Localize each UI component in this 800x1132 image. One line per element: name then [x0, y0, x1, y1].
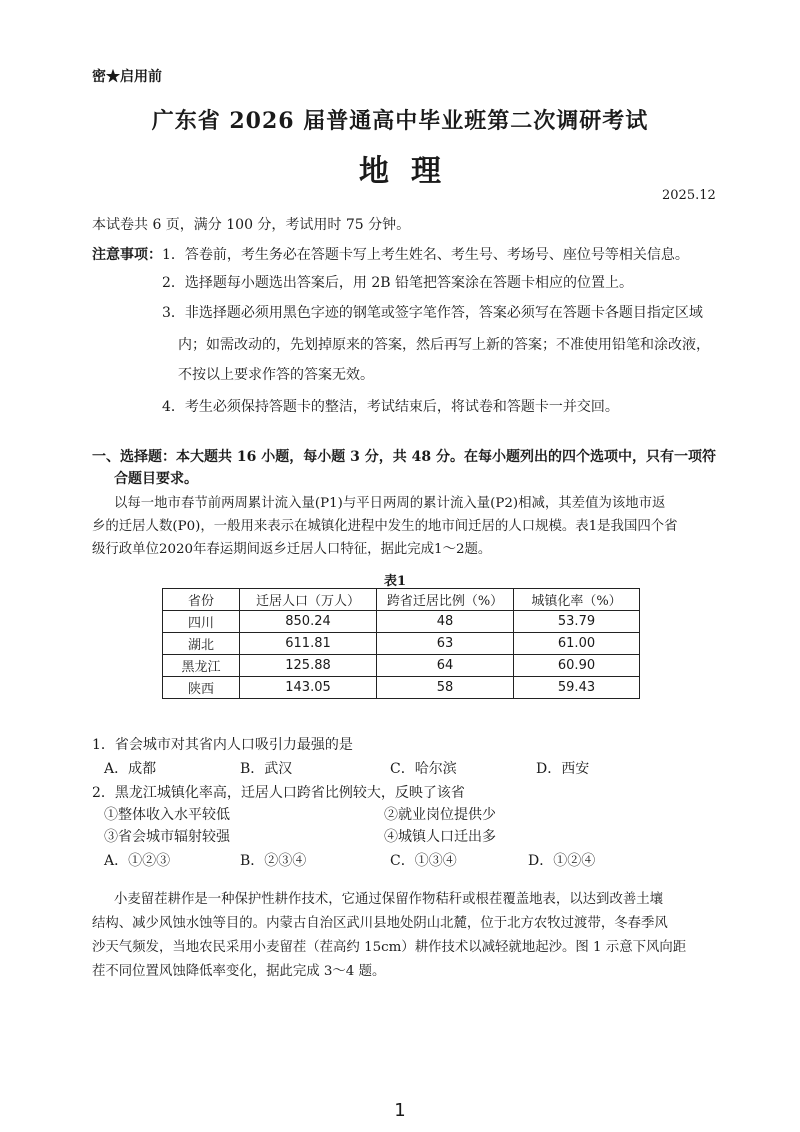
question-2-stem: 2．黑龙江城镇化率高，迁居人口跨省比例较大，反映了该省	[92, 785, 465, 801]
notes-label: 注意事项：	[92, 247, 162, 263]
passage-2-line-1: 小麦留茬耕作是一种保护性耕作技术，它通过保留作物秸秆或根茬覆盖地表，以达到改善土壤	[114, 892, 664, 907]
passage-1-line-1: 以每一地市春节前两周累计流入量(P1)与平日两周的累计流入量(P2)相减，其差值为该地市返	[114, 496, 666, 511]
question-1-option-a: A．成都	[104, 761, 157, 777]
exam-title: 广东省 2026 届普通高中毕业班第二次调研考试	[151, 108, 649, 134]
header-province: 省份	[163, 589, 240, 611]
cell-migrants: 850.24	[240, 611, 377, 633]
page-number: 1	[394, 1100, 406, 1121]
cell-migrants: 143.05	[240, 677, 377, 699]
cell-cross-province: 58	[377, 677, 514, 699]
question-2-option-b: B．②③④	[240, 853, 307, 869]
question-1-option-d: D．西安	[536, 761, 590, 777]
table-row	[163, 611, 640, 633]
header-urbanization: 城镇化率（%）	[514, 589, 640, 611]
table-row	[163, 655, 640, 677]
cell-urbanization: 53.79	[514, 611, 640, 633]
question-1-stem: 1．省会城市对其省内人口吸引力最强的是	[92, 737, 353, 753]
passage-2-line-4: 茬不同位置风蚀降低率变化，据此完成 3～4 题。	[92, 964, 386, 979]
cell-urbanization: 59.43	[514, 677, 640, 699]
note-2: 2．选择题每小题选出答案后，用 2B 铅笔把答案涂在答题卡相应的位置上。	[162, 275, 634, 291]
question-2-option-c: C．①③④	[390, 853, 457, 869]
exam-intro: 本试卷共 6 页，满分 100 分，考试用时 75 分钟。	[92, 217, 411, 233]
subject-title: 地理	[359, 154, 463, 189]
cell-province: 四川	[163, 611, 240, 633]
note-3-line-3: 不按以上要求作答的答案无效。	[178, 367, 374, 383]
cell-province: 陕西	[163, 677, 240, 699]
secret-label: 密★启用前	[92, 69, 162, 85]
note-3-line-2: 内；如需改动的，先划掉原来的答案，然后再写上新的答案；不准使用铅笔和涂改液，	[178, 337, 710, 353]
section-1-heading: 一、选择题：本大题共 16 小题，每小题 3 分，共 48 分。在每小题列出的四个选项中，只有一项符	[92, 449, 716, 465]
table-row	[163, 677, 640, 699]
cell-urbanization: 60.90	[514, 655, 640, 677]
passage-2-line-2: 结构、减少风蚀水蚀等目的。内蒙古自治区武川县地处阴山北麓，位于北方农牧过渡带，冬春季风	[92, 916, 668, 931]
table-1	[162, 588, 640, 699]
note-1: 1．答卷前，考生务必在答题卡写上考生姓名、考生号、考场号、座位号等相关信息。	[162, 247, 689, 263]
question-1-option-b: B．武汉	[240, 761, 293, 777]
note-3-line-1: 3．非选择题必须用黑色字迹的钢笔或签字笔作答，答案必须写在答题卡各题目指定区域	[162, 305, 703, 321]
cell-migrants: 611.81	[240, 633, 377, 655]
cell-province: 黑龙江	[163, 655, 240, 677]
cell-province: 湖北	[163, 633, 240, 655]
header-migrants: 迁居人口（万人）	[240, 589, 377, 611]
table-1-caption: 表1	[384, 574, 407, 589]
question-2-statement-3: ③省会城市辐射较强	[104, 829, 230, 845]
cell-cross-province: 64	[377, 655, 514, 677]
question-2-option-a: A．①②③	[104, 853, 171, 869]
note-4: 4．考生必须保持答题卡的整洁，考试结束后，将试卷和答题卡一并交回。	[162, 399, 619, 415]
question-2-option-d: D．①②④	[528, 853, 596, 869]
table-header-row	[163, 589, 640, 611]
cell-urbanization: 61.00	[514, 633, 640, 655]
question-2-statement-2: ②就业岗位提供少	[384, 807, 496, 823]
header-cross-province: 跨省迁居比例（%）	[377, 589, 514, 611]
passage-2-line-3: 沙天气频发，当地农民采用小麦留茬（茬高约 15cm）耕作技术以减轻就地起沙。图 1 示意下风向距	[92, 940, 687, 955]
section-1-heading-cont: 合题目要求。	[114, 471, 198, 487]
passage-1-line-3: 级行政单位2020年春运期间返乡迁居人口特征，据此完成1～2题。	[92, 542, 492, 557]
cell-migrants: 125.88	[240, 655, 377, 677]
cell-cross-province: 63	[377, 633, 514, 655]
exam-date: 2025.12	[662, 188, 716, 203]
cell-cross-province: 48	[377, 611, 514, 633]
question-1-option-c: C．哈尔滨	[390, 761, 457, 777]
table-row	[163, 633, 640, 655]
passage-1-line-2: 乡的迁居人数(P0)，一般用来表示在城镇化进程中发生的地市间迁居的人口规模。表1是我国四个省	[92, 519, 678, 534]
notes-line-1	[92, 244, 689, 264]
question-2-statement-1: ①整体收入水平较低	[104, 807, 230, 823]
question-2-statement-4: ④城镇人口迁出多	[384, 829, 496, 845]
